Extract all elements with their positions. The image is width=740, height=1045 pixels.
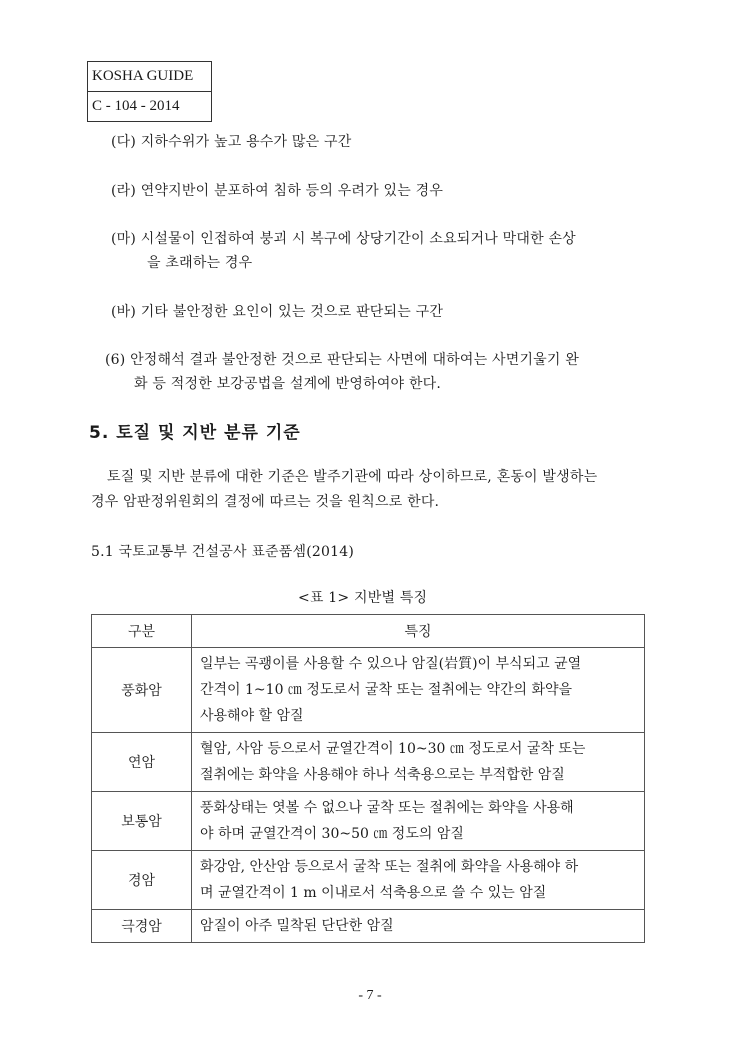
row-description <box>192 648 645 733</box>
row-description <box>192 851 645 910</box>
item-6-line2: 화 등 적정한 보강공법을 설계에 반영하여야 한다. <box>134 376 442 392</box>
row-description <box>192 792 645 851</box>
document-header-box <box>87 61 212 122</box>
description-line: 야 하며 균열간격이 30~50 ㎝ 정도의 암질 <box>200 826 464 842</box>
section-paragraph-line2: 경우 암판정위원회의 결정에 따르는 것을 원칙으로 한다. <box>91 494 440 510</box>
row-type: 풍화암 <box>92 648 192 733</box>
description-line: 며 균열간격이 1 m 이내로서 석축용으로 쓸 수 있는 암질 <box>200 885 547 901</box>
table-row <box>92 792 645 851</box>
table-header-row <box>92 615 645 648</box>
description-line: 일부는 곡괭이를 사용할 수 있으나 암질(岩質)이 부식되고 균열 <box>200 656 582 672</box>
page-number: - 7 - <box>358 988 382 1003</box>
row-type: 보통암 <box>92 792 192 851</box>
table-row <box>92 733 645 792</box>
section-heading: 5. 토질 및 지반 분류 기준 <box>89 423 301 443</box>
item-ma-line1: (마) 시설물이 인접하여 붕괴 시 복구에 상당기간이 소요되거나 막대한 손상 <box>111 231 576 247</box>
guide-title: KOSHA GUIDE <box>92 68 194 84</box>
table-row <box>92 910 645 943</box>
section-paragraph-line1: 토질 및 지반 분류에 대한 기준은 발주기관에 따라 상이하므로, 혼동이 발생하는 <box>107 469 598 485</box>
item-ra: (라) 연약지반이 분포하여 침하 등의 우려가 있는 경우 <box>111 183 444 199</box>
header-characteristics: 특징 <box>192 615 645 648</box>
guide-code: C - 104 - 2014 <box>88 91 211 121</box>
item-6-line1: (6) 안정해석 결과 불안정한 것으로 판단되는 사면에 대하여는 사면기울기 완 <box>105 352 580 368</box>
row-type: 극경암 <box>92 910 192 943</box>
row-type: 연암 <box>92 733 192 792</box>
description-line: 사용해야 할 암질 <box>200 708 304 724</box>
item-ma-line2: 을 초래하는 경우 <box>147 255 253 271</box>
description-line: 간격이 1~10 ㎝ 정도로서 굴착 또는 절취에는 약간의 화약을 <box>200 682 573 698</box>
table-row <box>92 648 645 733</box>
rock-classification-table <box>91 614 645 943</box>
table-caption: <표 1> 지반별 특징 <box>298 590 428 606</box>
item-ba: (바) 기타 불안정한 요인이 있는 것으로 판단되는 구간 <box>111 304 444 320</box>
description-line: 절취에는 화약을 사용해야 하나 석축용으로는 부적합한 암질 <box>200 767 565 783</box>
description-line: 화강암, 안산암 등으로서 굴착 또는 절취에 화약을 사용해야 하 <box>200 859 579 875</box>
description-line: 혈암, 사암 등으로서 균열간격이 10~30 ㎝ 정도로서 굴착 또는 <box>200 741 586 757</box>
item-da: (다) 지하수위가 높고 용수가 많은 구간 <box>111 134 352 150</box>
row-description <box>192 733 645 792</box>
description-line: 풍화상태는 엿볼 수 없으나 굴착 또는 절취에는 화약을 사용해 <box>200 800 574 816</box>
header-category: 구분 <box>92 615 192 648</box>
row-type: 경암 <box>92 851 192 910</box>
row-description <box>192 910 645 943</box>
subsection-title: 5.1 국토교통부 건설공사 표준품셈(2014) <box>91 544 354 560</box>
description-line: 암질이 아주 밀착된 단단한 암질 <box>200 918 394 934</box>
table-row <box>92 851 645 910</box>
